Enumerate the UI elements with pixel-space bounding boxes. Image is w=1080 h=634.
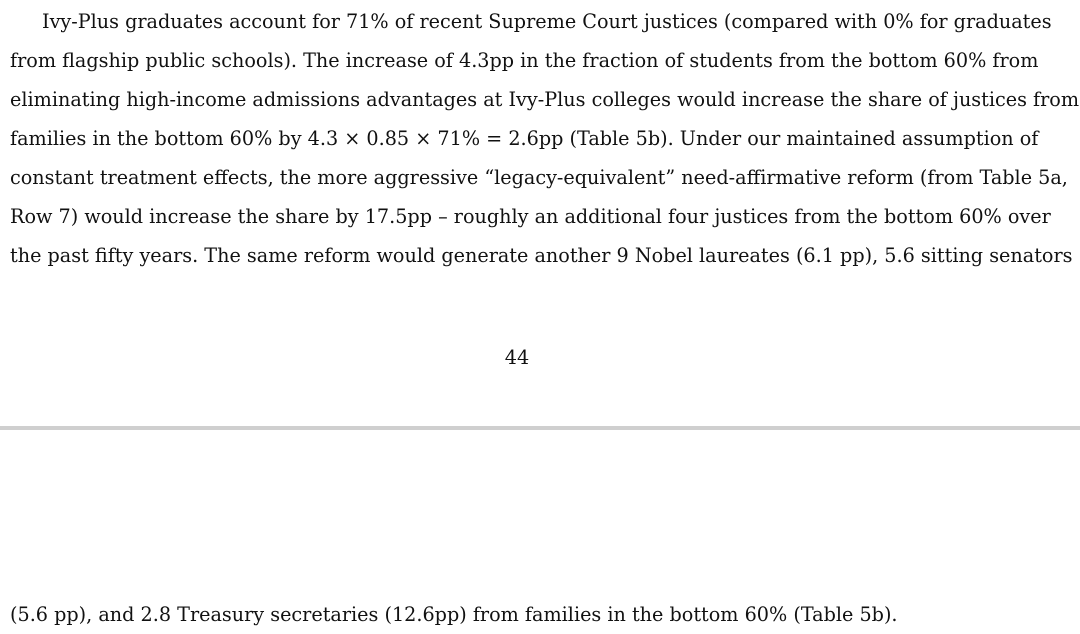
- page-number: 44: [504, 346, 530, 369]
- paragraph-line: (5.6 pp), and 2.8 Treasury secretaries (12.6pp) from families in the bottom 60% (Table 5b).: [10, 603, 898, 626]
- paragraph-line: families in the bottom 60% by 4.3 × 0.85 × 71% = 2.6pp (Table 5b). Under our maintained assumption of: [10, 127, 1039, 150]
- paragraph-line: Ivy-Plus graduates account for 71% of recent Supreme Court justices (compared with 0% for graduates: [42, 10, 1052, 33]
- paragraph-line: constant treatment effects, the more aggressive “legacy-equivalent” need-affirmative reform (from Table 5a,: [10, 166, 1068, 189]
- paragraph-line: Row 7) would increase the share by 17.5pp – roughly an additional four justices from the bottom 60% over: [10, 205, 1051, 228]
- page-45: [0, 430, 1080, 634]
- paragraph-line: the past fifty years. The same reform would generate another 9 Nobel laureates (6.1 pp), 5.6 sitting senators: [10, 244, 1073, 267]
- paragraph-line: from flagship public schools). The increase of 4.3pp in the fraction of students from the bottom 60% from: [10, 49, 1039, 72]
- paragraph-line: eliminating high-income admissions advantages at Ivy-Plus colleges would increase the share of justices from: [10, 88, 1080, 111]
